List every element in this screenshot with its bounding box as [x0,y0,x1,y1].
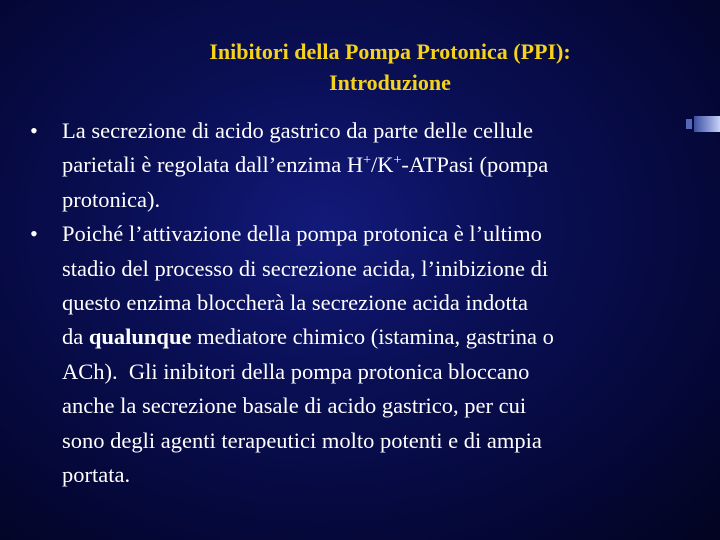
title-line-2: Introduzione [329,70,451,95]
bullet-marker: • [30,118,38,143]
text-line: stadio del processo di secrezione acida, l’inibizione di [62,255,549,281]
text-span: da [62,324,89,350]
bullet-text-1 [62,114,687,217]
text-line: La secrezione di acido gastrico da parte delle cellule [62,118,534,143]
text-line: ACh). Gli inibitori della pompa protonica bloccano [62,358,530,384]
bullet-item-1 [27,114,687,217]
text-line [62,320,687,354]
text-line: protonica). [62,186,161,212]
text-line: Poiché l’attivazione della pompa protonica è l’ultimo [62,221,542,247]
text-line [62,148,687,182]
slide-title [110,36,670,98]
text-line: questo enzima bloccherà la secrezione acida indotta [62,290,529,316]
emphasis-text: qualunque [88,324,192,350]
bullet-item-2 [27,217,687,492]
text-span: /K [371,152,394,178]
text-span: parietali è regolata dall’enzima H [62,152,364,178]
decorative-bar [694,116,720,132]
title-line-1: Inibitori della Pompa Protonica (PPI): [209,39,571,64]
text-line: sono degli agenti terapeutici molto potenti e di ampia [62,427,542,453]
text-span: -ATPasi (pompa [401,152,549,178]
text-line: portata. [62,462,131,488]
superscript: + [393,153,402,169]
bullet-marker: • [30,221,38,247]
superscript: + [363,153,371,169]
text-span: mediatore chimico (istamina, gastrina o [191,324,554,350]
slide-body [27,114,687,492]
text-line: anche la secrezione basale di acido gastrico, per cui [62,393,527,419]
bullet-text-2 [62,217,687,492]
